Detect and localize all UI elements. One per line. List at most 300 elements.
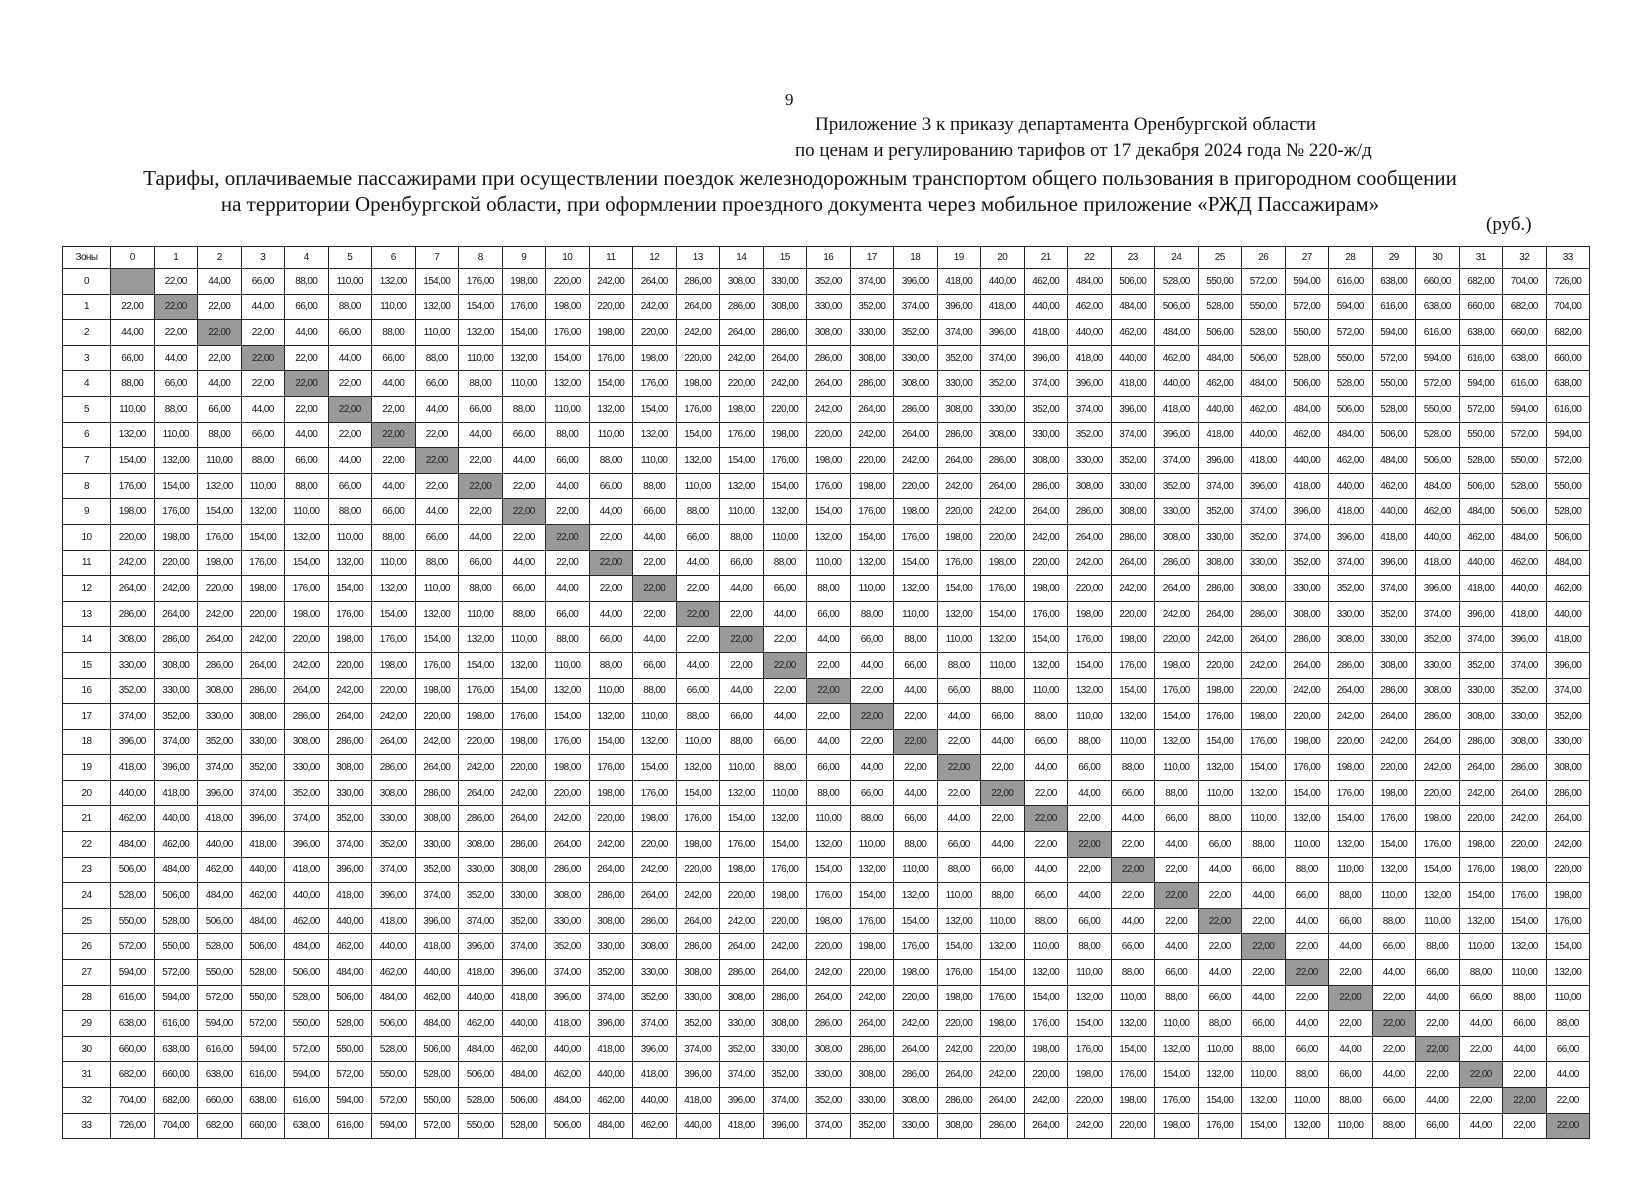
fare-cell: 66,00 bbox=[1546, 1036, 1590, 1062]
fare-cell: 22,00 bbox=[1198, 934, 1242, 960]
fare-cell: 22,00 bbox=[154, 320, 198, 346]
zone-column-header: 7 bbox=[415, 247, 459, 269]
fare-cell: 198,00 bbox=[633, 345, 677, 371]
fare-cell: 154,00 bbox=[1329, 806, 1373, 832]
fare-cell: 286,00 bbox=[111, 601, 155, 627]
fare-cell: 660,00 bbox=[1459, 294, 1503, 320]
fare-cell: 154,00 bbox=[241, 524, 285, 550]
fare-cell: 726,00 bbox=[1546, 269, 1590, 295]
fare-cell: 330,00 bbox=[1416, 652, 1460, 678]
fare-cell: 330,00 bbox=[763, 1036, 807, 1062]
fare-cell: 264,00 bbox=[633, 269, 677, 295]
fare-cell: 110,00 bbox=[154, 422, 198, 448]
fare-cell: 220,00 bbox=[1198, 652, 1242, 678]
fare-cell: 308,00 bbox=[111, 627, 155, 653]
fare-cell: 242,00 bbox=[676, 883, 720, 909]
zone-row-label: 27 bbox=[63, 960, 111, 986]
fare-cell: 528,00 bbox=[415, 1062, 459, 1088]
zone-row-label: 18 bbox=[63, 729, 111, 755]
fare-cell: 66,00 bbox=[546, 448, 590, 474]
fare-cell: 374,00 bbox=[328, 832, 372, 858]
fare-cell: 242,00 bbox=[1068, 550, 1112, 576]
fare-cell: 264,00 bbox=[763, 345, 807, 371]
fare-cell: 220,00 bbox=[1024, 550, 1068, 576]
fare-cell: 198,00 bbox=[720, 857, 764, 883]
fare-cell: 22,00 bbox=[241, 320, 285, 346]
fare-cell: 220,00 bbox=[633, 832, 677, 858]
fare-cell: 220,00 bbox=[546, 269, 590, 295]
fare-cell: 462,00 bbox=[1024, 269, 1068, 295]
fare-cell: 110,00 bbox=[1285, 832, 1329, 858]
fare-cell: 88,00 bbox=[415, 345, 459, 371]
fare-cell: 242,00 bbox=[415, 729, 459, 755]
fare-cell: 110,00 bbox=[241, 473, 285, 499]
fare-cell: 528,00 bbox=[1329, 371, 1373, 397]
fare-cell: 154,00 bbox=[1503, 908, 1547, 934]
fare-cell: 330,00 bbox=[676, 985, 720, 1011]
fare-cell: 352,00 bbox=[459, 883, 503, 909]
fare-cell: 616,00 bbox=[328, 1113, 372, 1139]
fare-cell: 374,00 bbox=[981, 345, 1025, 371]
fare-cell: 330,00 bbox=[1329, 601, 1373, 627]
fare-cell: 110,00 bbox=[937, 883, 981, 909]
fare-cell: 110,00 bbox=[807, 806, 851, 832]
fare-cell: 418,00 bbox=[285, 857, 329, 883]
fare-cell: 66,00 bbox=[894, 806, 938, 832]
fare-cell: 132,00 bbox=[894, 576, 938, 602]
fare-cell: 22,00 bbox=[1285, 985, 1329, 1011]
zone-row-label: 32 bbox=[63, 1088, 111, 1114]
diagonal-fare-cell: 22,00 bbox=[1546, 1113, 1590, 1139]
fare-cell: 396,00 bbox=[154, 755, 198, 781]
fare-cell: 616,00 bbox=[241, 1062, 285, 1088]
fare-cell: 176,00 bbox=[546, 320, 590, 346]
fare-cell: 198,00 bbox=[1024, 576, 1068, 602]
fare-cell: 176,00 bbox=[937, 550, 981, 576]
fare-cell: 44,00 bbox=[459, 422, 503, 448]
fare-cell: 330,00 bbox=[807, 294, 851, 320]
fare-cell: 154,00 bbox=[1155, 1062, 1199, 1088]
fare-cell: 132,00 bbox=[807, 524, 851, 550]
fare-cell: 66,00 bbox=[241, 422, 285, 448]
fare-cell: 66,00 bbox=[1372, 1088, 1416, 1114]
fare-cell: 198,00 bbox=[1111, 627, 1155, 653]
zone-row-label: 14 bbox=[63, 627, 111, 653]
diagonal-fare-cell: 22,00 bbox=[589, 550, 633, 576]
fare-cell: 616,00 bbox=[1546, 396, 1590, 422]
fare-cell: 22,00 bbox=[1329, 1011, 1373, 1037]
fare-cell: 220,00 bbox=[720, 371, 764, 397]
fare-cell: 418,00 bbox=[1024, 320, 1068, 346]
fare-cell: 66,00 bbox=[807, 601, 851, 627]
fare-cell: 220,00 bbox=[1068, 576, 1112, 602]
fare-cell: 88,00 bbox=[1111, 960, 1155, 986]
fare-cell: 44,00 bbox=[1285, 908, 1329, 934]
fare-cell: 176,00 bbox=[1242, 729, 1286, 755]
fare-cell: 506,00 bbox=[111, 857, 155, 883]
fare-cell: 594,00 bbox=[1546, 422, 1590, 448]
fare-cell: 220,00 bbox=[937, 1011, 981, 1037]
fare-cell: 110,00 bbox=[763, 524, 807, 550]
zone-row-label: 26 bbox=[63, 934, 111, 960]
fare-cell: 682,00 bbox=[154, 1088, 198, 1114]
fare-cell: 330,00 bbox=[1372, 627, 1416, 653]
fare-cell: 66,00 bbox=[502, 576, 546, 602]
fare-cell: 44,00 bbox=[546, 473, 590, 499]
fare-cell: 132,00 bbox=[1546, 960, 1590, 986]
zone-row-label: 12 bbox=[63, 576, 111, 602]
fare-cell: 330,00 bbox=[720, 1011, 764, 1037]
fare-cell: 396,00 bbox=[633, 1036, 677, 1062]
fare-cell: 440,00 bbox=[1329, 473, 1373, 499]
fare-cell: 66,00 bbox=[1155, 806, 1199, 832]
fare-cell: 308,00 bbox=[154, 652, 198, 678]
fare-cell: 176,00 bbox=[198, 524, 242, 550]
fare-cell: 22,00 bbox=[1024, 780, 1068, 806]
fare-cell: 110,00 bbox=[1285, 1088, 1329, 1114]
fare-cell: 22,00 bbox=[894, 704, 938, 730]
fare-cell: 242,00 bbox=[285, 652, 329, 678]
diagonal-fare-cell: 22,00 bbox=[1068, 832, 1112, 858]
fare-cell: 154,00 bbox=[850, 524, 894, 550]
fare-cell: 176,00 bbox=[937, 960, 981, 986]
fare-cell: 352,00 bbox=[1155, 473, 1199, 499]
fare-cell: 264,00 bbox=[154, 601, 198, 627]
fare-cell: 374,00 bbox=[633, 1011, 677, 1037]
fare-cell: 440,00 bbox=[459, 985, 503, 1011]
fare-cell: 330,00 bbox=[894, 345, 938, 371]
fare-cell: 308,00 bbox=[198, 678, 242, 704]
fare-cell: 550,00 bbox=[459, 1113, 503, 1139]
fare-cell: 22,00 bbox=[633, 550, 677, 576]
fare-cell: 264,00 bbox=[633, 883, 677, 909]
fare-cell: 176,00 bbox=[285, 576, 329, 602]
fare-cell: 66,00 bbox=[372, 345, 416, 371]
fare-cell: 22,00 bbox=[1111, 883, 1155, 909]
fare-cell: 220,00 bbox=[1242, 678, 1286, 704]
fare-cell: 44,00 bbox=[937, 806, 981, 832]
fare-cell: 154,00 bbox=[633, 396, 677, 422]
fare-cell: 330,00 bbox=[546, 908, 590, 934]
fare-cell: 616,00 bbox=[198, 1036, 242, 1062]
zone-row-label: 29 bbox=[63, 1011, 111, 1037]
fare-cell: 440,00 bbox=[589, 1062, 633, 1088]
fare-cell: 22,00 bbox=[720, 652, 764, 678]
fare-cell: 198,00 bbox=[1198, 678, 1242, 704]
fare-cell: 44,00 bbox=[894, 678, 938, 704]
fare-cell: 176,00 bbox=[1068, 627, 1112, 653]
fare-cell: 44,00 bbox=[1024, 857, 1068, 883]
zone-row-label: 6 bbox=[63, 422, 111, 448]
fare-cell: 88,00 bbox=[1416, 934, 1460, 960]
fare-cell: 66,00 bbox=[676, 524, 720, 550]
fare-cell: 176,00 bbox=[850, 908, 894, 934]
fare-cell: 110,00 bbox=[894, 857, 938, 883]
fare-cell: 66,00 bbox=[1416, 1113, 1460, 1139]
fare-cell: 330,00 bbox=[1285, 576, 1329, 602]
fare-cell: 572,00 bbox=[1372, 345, 1416, 371]
fare-cell: 330,00 bbox=[1068, 448, 1112, 474]
table-row bbox=[63, 1062, 1590, 1088]
table-row bbox=[63, 269, 1590, 295]
fare-cell: 88,00 bbox=[589, 652, 633, 678]
fare-cell: 440,00 bbox=[198, 832, 242, 858]
table-row bbox=[63, 960, 1590, 986]
fare-cell: 462,00 bbox=[372, 960, 416, 986]
fare-cell: 242,00 bbox=[589, 832, 633, 858]
fare-cell: 418,00 bbox=[1068, 345, 1112, 371]
fare-cell: 176,00 bbox=[1503, 883, 1547, 909]
fare-cell: 594,00 bbox=[111, 960, 155, 986]
fare-cell: 506,00 bbox=[502, 1088, 546, 1114]
fare-cell: 660,00 bbox=[241, 1113, 285, 1139]
fare-cell: 44,00 bbox=[502, 550, 546, 576]
fare-cell: 440,00 bbox=[546, 1036, 590, 1062]
fare-cell: 308,00 bbox=[502, 857, 546, 883]
fare-cell: 330,00 bbox=[981, 396, 1025, 422]
fare-cell: 44,00 bbox=[372, 473, 416, 499]
fare-cell: 198,00 bbox=[285, 601, 329, 627]
zone-row-label: 20 bbox=[63, 780, 111, 806]
fare-cell: 374,00 bbox=[111, 704, 155, 730]
fare-cell: 110,00 bbox=[1155, 755, 1199, 781]
fare-cell: 88,00 bbox=[894, 627, 938, 653]
fare-cell: 264,00 bbox=[850, 1011, 894, 1037]
fare-cell: 198,00 bbox=[807, 908, 851, 934]
fare-cell: 110,00 bbox=[1111, 729, 1155, 755]
fare-cell: 66,00 bbox=[1503, 1011, 1547, 1037]
fare-cell: 176,00 bbox=[1024, 1011, 1068, 1037]
fare-cell: 308,00 bbox=[1546, 755, 1590, 781]
fare-cell: 330,00 bbox=[1155, 499, 1199, 525]
fare-cell: 110,00 bbox=[502, 371, 546, 397]
fare-cell: 198,00 bbox=[720, 396, 764, 422]
fare-cell: 330,00 bbox=[1546, 729, 1590, 755]
fare-cell: 22,00 bbox=[589, 576, 633, 602]
zone-column-header: 19 bbox=[937, 247, 981, 269]
zone-column-header: 29 bbox=[1372, 247, 1416, 269]
zone-column-header: 31 bbox=[1459, 247, 1503, 269]
fare-cell: 220,00 bbox=[807, 422, 851, 448]
fare-cell: 66,00 bbox=[676, 678, 720, 704]
fare-cell: 462,00 bbox=[633, 1113, 677, 1139]
fare-cell: 176,00 bbox=[633, 780, 677, 806]
fare-cell: 330,00 bbox=[807, 1062, 851, 1088]
fare-cell: 88,00 bbox=[720, 729, 764, 755]
fare-cell: 132,00 bbox=[981, 627, 1025, 653]
fare-cell: 132,00 bbox=[589, 704, 633, 730]
fare-cell: 440,00 bbox=[981, 269, 1025, 295]
fare-cell: 88,00 bbox=[981, 678, 1025, 704]
diagonal-fare-cell: 22,00 bbox=[415, 448, 459, 474]
fare-cell: 462,00 bbox=[198, 857, 242, 883]
fare-cell: 506,00 bbox=[1155, 294, 1199, 320]
fare-cell: 396,00 bbox=[241, 806, 285, 832]
diagonal-fare-cell: 22,00 bbox=[720, 627, 764, 653]
table-row bbox=[63, 1036, 1590, 1062]
fare-cell: 66,00 bbox=[1198, 832, 1242, 858]
fare-cell: 528,00 bbox=[502, 1113, 546, 1139]
fare-cell: 198,00 bbox=[198, 550, 242, 576]
fare-cell: 22,00 bbox=[154, 269, 198, 295]
fare-cell: 22,00 bbox=[285, 396, 329, 422]
fare-cell: 132,00 bbox=[415, 601, 459, 627]
table-row bbox=[63, 652, 1590, 678]
fare-cell: 286,00 bbox=[198, 652, 242, 678]
fare-cell: 396,00 bbox=[415, 908, 459, 934]
fare-cell: 66,00 bbox=[807, 755, 851, 781]
fare-cell: 462,00 bbox=[1329, 448, 1373, 474]
fare-cell: 154,00 bbox=[1024, 985, 1068, 1011]
fare-cell: 286,00 bbox=[546, 857, 590, 883]
fare-cell: 682,00 bbox=[111, 1062, 155, 1088]
fare-cell: 484,00 bbox=[502, 1062, 546, 1088]
fare-cell: 396,00 bbox=[1503, 627, 1547, 653]
document-title bbox=[40, 165, 1560, 217]
zone-column-header: 10 bbox=[546, 247, 590, 269]
fare-cell: 66,00 bbox=[1242, 1011, 1286, 1037]
diagonal-fare-cell: 22,00 bbox=[894, 729, 938, 755]
fare-cell: 352,00 bbox=[720, 1036, 764, 1062]
fare-cell: 352,00 bbox=[937, 345, 981, 371]
fare-cell: 66,00 bbox=[198, 396, 242, 422]
fare-cell: 22,00 bbox=[1242, 908, 1286, 934]
fare-cell: 374,00 bbox=[850, 269, 894, 295]
fare-cell: 264,00 bbox=[1155, 576, 1199, 602]
fare-cell: 374,00 bbox=[894, 294, 938, 320]
fare-cell: 44,00 bbox=[894, 780, 938, 806]
fare-cell: 506,00 bbox=[241, 934, 285, 960]
fare-cell: 110,00 bbox=[546, 652, 590, 678]
fare-cell: 396,00 bbox=[1372, 550, 1416, 576]
fare-cell: 44,00 bbox=[328, 448, 372, 474]
fare-cell: 44,00 bbox=[372, 371, 416, 397]
fare-cell: 154,00 bbox=[198, 499, 242, 525]
fare-cell: 88,00 bbox=[198, 422, 242, 448]
zone-column-header: 28 bbox=[1329, 247, 1373, 269]
zone-column-header: 22 bbox=[1068, 247, 1112, 269]
fare-cell: 44,00 bbox=[1242, 985, 1286, 1011]
fare-cell: 264,00 bbox=[676, 908, 720, 934]
zone-row-label: 10 bbox=[63, 524, 111, 550]
fare-cell: 44,00 bbox=[1329, 934, 1373, 960]
fare-cell: 110,00 bbox=[1372, 883, 1416, 909]
diagonal-fare-cell: 22,00 bbox=[1459, 1062, 1503, 1088]
fare-cell: 396,00 bbox=[111, 729, 155, 755]
fare-cell: 132,00 bbox=[894, 883, 938, 909]
fare-cell: 132,00 bbox=[415, 294, 459, 320]
fare-cell: 616,00 bbox=[1459, 345, 1503, 371]
fare-cell: 154,00 bbox=[937, 576, 981, 602]
fare-cell: 88,00 bbox=[1068, 729, 1112, 755]
fare-cell: 308,00 bbox=[1111, 499, 1155, 525]
fare-cell: 154,00 bbox=[1024, 627, 1068, 653]
currency-unit: (руб.) bbox=[1486, 214, 1532, 235]
fare-cell: 418,00 bbox=[372, 908, 416, 934]
fare-cell: 220,00 bbox=[676, 345, 720, 371]
table-row bbox=[63, 704, 1590, 730]
fare-cell: 506,00 bbox=[1198, 320, 1242, 346]
fare-cell: 242,00 bbox=[1024, 524, 1068, 550]
fare-cell: 88,00 bbox=[1024, 704, 1068, 730]
fare-cell: 154,00 bbox=[1546, 934, 1590, 960]
fare-cell: 44,00 bbox=[589, 499, 633, 525]
zone-column-header: 11 bbox=[589, 247, 633, 269]
fare-cell: 66,00 bbox=[154, 371, 198, 397]
fare-cell: 528,00 bbox=[1198, 294, 1242, 320]
fare-cell: 132,00 bbox=[241, 499, 285, 525]
fare-cell: 88,00 bbox=[1068, 934, 1112, 960]
table-row bbox=[63, 320, 1590, 346]
fare-cell: 330,00 bbox=[1198, 524, 1242, 550]
fare-cell: 374,00 bbox=[198, 755, 242, 781]
fare-cell: 352,00 bbox=[1111, 448, 1155, 474]
fare-cell: 440,00 bbox=[328, 908, 372, 934]
fare-cell: 198,00 bbox=[676, 832, 720, 858]
fare-cell: 440,00 bbox=[1503, 576, 1547, 602]
fare-cell: 176,00 bbox=[1329, 780, 1373, 806]
fare-cell: 396,00 bbox=[1285, 499, 1329, 525]
fare-cell: 440,00 bbox=[676, 1113, 720, 1139]
fare-cell: 44,00 bbox=[241, 294, 285, 320]
fare-cell: 286,00 bbox=[1503, 755, 1547, 781]
tariff-table bbox=[62, 246, 1590, 1139]
fare-cell: 44,00 bbox=[1198, 857, 1242, 883]
fare-cell: 308,00 bbox=[633, 934, 677, 960]
fare-cell: 22,00 bbox=[1372, 985, 1416, 1011]
fare-cell: 66,00 bbox=[285, 448, 329, 474]
fare-cell: 176,00 bbox=[676, 806, 720, 832]
fare-cell: 506,00 bbox=[1372, 422, 1416, 448]
zone-column-header: 27 bbox=[1285, 247, 1329, 269]
fare-cell: 22,00 bbox=[415, 473, 459, 499]
fare-cell: 418,00 bbox=[1503, 601, 1547, 627]
page-number: 9 bbox=[785, 90, 794, 109]
zone-row-label: 8 bbox=[63, 473, 111, 499]
fare-cell: 528,00 bbox=[285, 985, 329, 1011]
fare-cell: 198,00 bbox=[937, 524, 981, 550]
fare-cell: 220,00 bbox=[633, 320, 677, 346]
fare-cell: 484,00 bbox=[1242, 371, 1286, 397]
fare-cell: 352,00 bbox=[807, 269, 851, 295]
fare-cell: 132,00 bbox=[633, 422, 677, 448]
fare-cell: 154,00 bbox=[589, 371, 633, 397]
fare-cell: 22,00 bbox=[1459, 1036, 1503, 1062]
fare-cell: 396,00 bbox=[285, 832, 329, 858]
fare-cell: 330,00 bbox=[459, 857, 503, 883]
fare-cell: 330,00 bbox=[372, 806, 416, 832]
fare-cell: 550,00 bbox=[1459, 422, 1503, 448]
fare-cell: 396,00 bbox=[1068, 371, 1112, 397]
fare-cell: 286,00 bbox=[285, 704, 329, 730]
zone-column-header: 13 bbox=[676, 247, 720, 269]
fare-cell: 594,00 bbox=[1329, 294, 1373, 320]
fare-cell: 220,00 bbox=[285, 627, 329, 653]
fare-cell: 374,00 bbox=[937, 320, 981, 346]
fare-cell: 242,00 bbox=[981, 1062, 1025, 1088]
fare-cell: 704,00 bbox=[111, 1088, 155, 1114]
fare-cell: 572,00 bbox=[1459, 396, 1503, 422]
fare-cell: 66,00 bbox=[1024, 729, 1068, 755]
fare-cell: 440,00 bbox=[1198, 396, 1242, 422]
fare-cell: 154,00 bbox=[1068, 652, 1112, 678]
fare-cell: 550,00 bbox=[1546, 473, 1590, 499]
fare-cell: 44,00 bbox=[1285, 1011, 1329, 1037]
fare-cell: 352,00 bbox=[1546, 704, 1590, 730]
fare-cell: 110,00 bbox=[1198, 780, 1242, 806]
fare-cell: 88,00 bbox=[546, 627, 590, 653]
fare-cell: 616,00 bbox=[1416, 320, 1460, 346]
